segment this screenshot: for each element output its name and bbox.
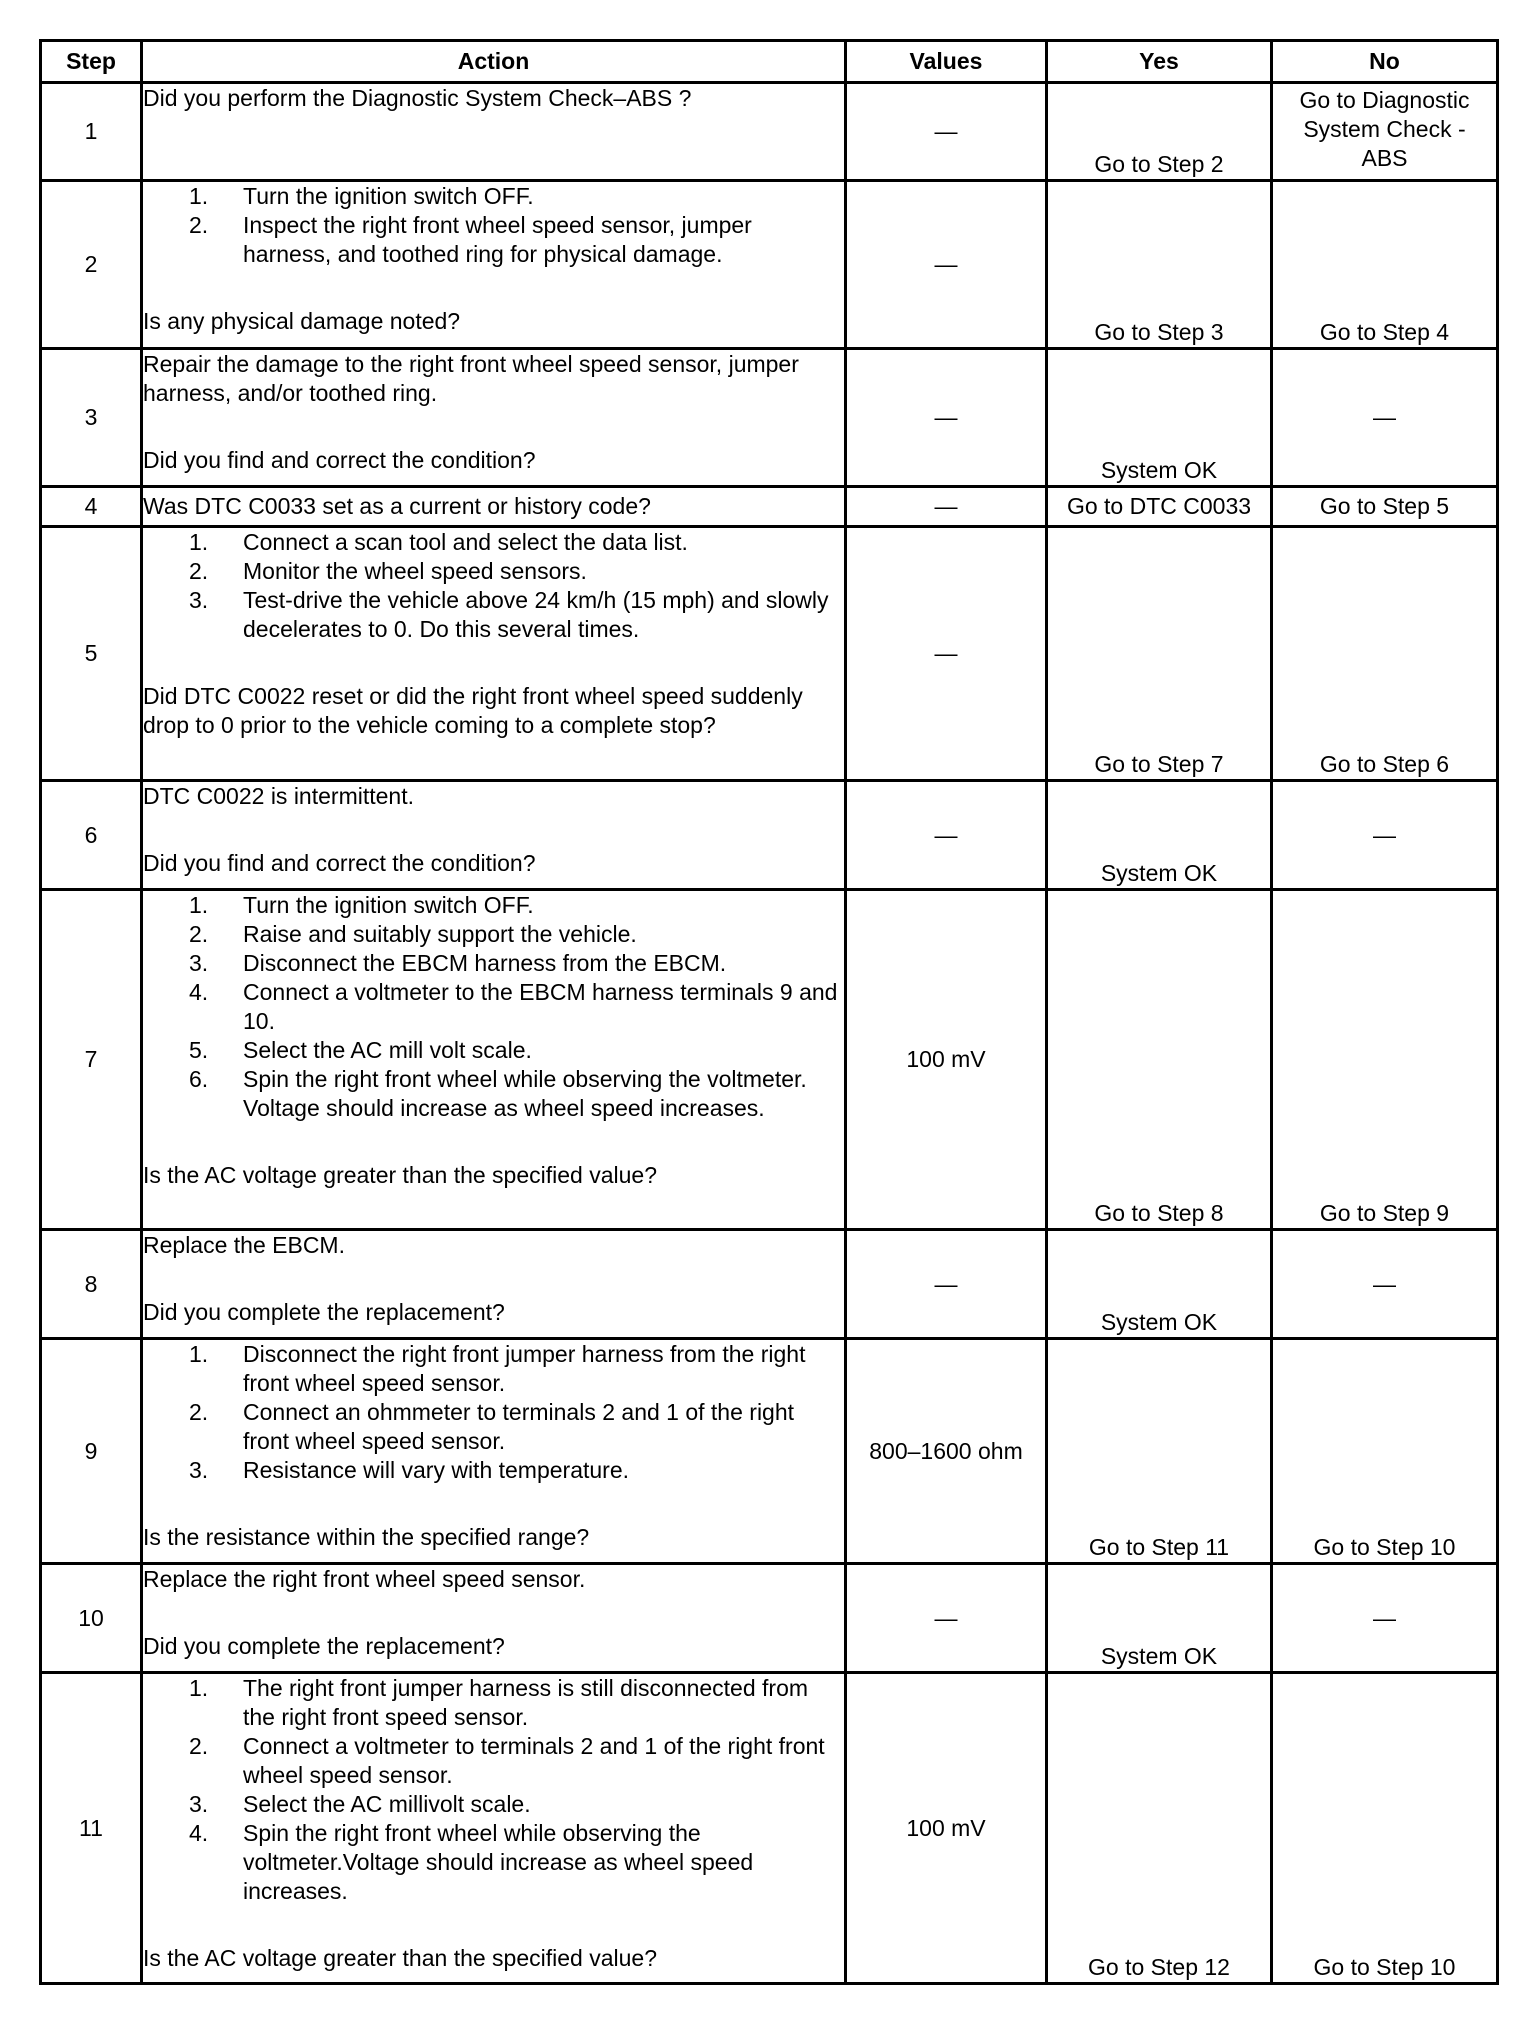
item-number: 4. — [189, 1820, 209, 1846]
action-cell — [142, 781, 846, 890]
yes-cell: Go to Step 3 — [1047, 181, 1272, 349]
action-cell — [142, 1339, 846, 1564]
list-item — [143, 211, 844, 269]
item-number: 3. — [189, 587, 209, 613]
value-cell: — — [846, 83, 1047, 181]
item-number: 3. — [189, 1457, 209, 1483]
action-question: Did you find and correct the condition? — [143, 447, 536, 473]
value-cell: 100 mV — [846, 890, 1047, 1230]
list-item — [143, 1674, 844, 1732]
item-text: Select the AC mill volt scale. — [243, 1037, 532, 1063]
action-cell — [142, 1564, 846, 1673]
action-steps — [143, 528, 844, 644]
action-text: Did you perform the Diagnostic System Check–ABS ? — [143, 85, 692, 111]
no-cell: — — [1272, 1230, 1498, 1339]
no-cell: Go to Step 10 — [1272, 1339, 1498, 1564]
list-item — [143, 1790, 844, 1819]
value-cell: — — [846, 181, 1047, 349]
item-number: 2. — [189, 1733, 209, 1759]
value-cell: — — [846, 527, 1047, 781]
header-action: Action — [142, 41, 846, 83]
list-item — [143, 920, 844, 949]
value-cell: — — [846, 349, 1047, 487]
value-cell: — — [846, 487, 1047, 527]
item-number: 6. — [189, 1066, 209, 1092]
action-cell — [142, 1673, 846, 1984]
yes-cell: System OK — [1047, 781, 1272, 890]
list-item — [143, 1732, 844, 1790]
list-item — [143, 1456, 844, 1485]
list-item — [143, 1819, 844, 1906]
step-number: 7 — [41, 890, 142, 1230]
action-question: Is the resistance within the specified range? — [143, 1524, 590, 1550]
list-item — [143, 586, 844, 644]
table-row — [41, 1564, 1498, 1673]
item-text: Connect a scan tool and select the data list. — [243, 529, 688, 555]
item-text: Select the AC millivolt scale. — [243, 1791, 531, 1817]
action-question: Is the AC voltage greater than the specified value? — [143, 1945, 657, 1971]
value-cell: — — [846, 781, 1047, 890]
list-item — [143, 1398, 844, 1456]
step-number: 2 — [41, 181, 142, 349]
no-cell: Go to Step 9 — [1272, 890, 1498, 1230]
table-row — [41, 487, 1498, 527]
item-number: 1. — [189, 892, 209, 918]
table-row — [41, 1230, 1498, 1339]
header-step: Step — [41, 41, 142, 83]
item-text: Connect an ohmmeter to terminals 2 and 1 of the right front wheel speed sensor. — [243, 1399, 795, 1454]
no-cell-text: Go to Diagnostic System Check - ABS — [1299, 87, 1470, 171]
list-item — [143, 182, 844, 211]
value-cell: 800–1600 ohm — [846, 1339, 1047, 1564]
table-row — [41, 83, 1498, 181]
value-cell: — — [846, 1564, 1047, 1673]
action-cell — [142, 181, 846, 349]
action-text: Replace the right front wheel speed sensor. — [143, 1566, 586, 1592]
action-text: Repair the damage to the right front wheel speed sensor, jumper harness, and/or toothed ring. — [143, 351, 799, 406]
item-text: Spin the right front wheel while observing the voltmeter. Voltage should increase as wheel speed increases. — [243, 1066, 807, 1121]
step-number: 9 — [41, 1339, 142, 1564]
item-text: Resistance will vary with temperature. — [243, 1457, 630, 1483]
document-page — [39, 39, 1496, 1985]
item-number: 3. — [189, 1791, 209, 1817]
value-cell: — — [846, 1230, 1047, 1339]
item-number: 2. — [189, 921, 209, 947]
item-text: Spin the right front wheel while observing the voltmeter.Voltage should increase as wheel speed increases. — [243, 1820, 754, 1904]
item-number: 1. — [189, 1675, 209, 1701]
header-yes: Yes — [1047, 41, 1272, 83]
yes-cell: Go to Step 12 — [1047, 1673, 1272, 1984]
no-cell: Go to Step 5 — [1272, 487, 1498, 527]
action-cell — [142, 890, 846, 1230]
action-steps — [143, 182, 844, 269]
action-cell — [142, 83, 846, 181]
action-cell — [142, 487, 846, 527]
yes-cell: System OK — [1047, 1564, 1272, 1673]
no-cell: Go to Step 6 — [1272, 527, 1498, 781]
item-text: Inspect the right front wheel speed sensor, jumper harness, and toothed ring for physical damage. — [243, 212, 752, 267]
yes-cell: System OK — [1047, 349, 1272, 487]
table-row — [41, 349, 1498, 487]
item-text: Raise and suitably support the vehicle. — [243, 921, 637, 947]
action-steps — [143, 1340, 844, 1485]
list-item — [143, 1036, 844, 1065]
no-cell: — — [1272, 781, 1498, 890]
yes-cell: Go to Step 8 — [1047, 890, 1272, 1230]
list-item — [143, 557, 844, 586]
diagnostic-table — [39, 39, 1499, 1985]
yes-cell: Go to Step 2 — [1047, 83, 1272, 181]
item-number: 4. — [189, 979, 209, 1005]
item-text: Turn the ignition switch OFF. — [243, 892, 534, 918]
item-text: Connect a voltmeter to the EBCM harness terminals 9 and 10. — [243, 979, 838, 1034]
step-number: 10 — [41, 1564, 142, 1673]
step-number: 5 — [41, 527, 142, 781]
action-text: DTC C0022 is intermittent. — [143, 783, 414, 809]
header-row — [41, 41, 1498, 83]
list-item — [143, 528, 844, 557]
item-number: 2. — [189, 212, 209, 238]
item-text: Disconnect the EBCM harness from the EBCM. — [243, 950, 727, 976]
action-text: Replace the EBCM. — [143, 1232, 345, 1258]
step-number: 3 — [41, 349, 142, 487]
step-number: 8 — [41, 1230, 142, 1339]
list-item — [143, 978, 844, 1036]
action-question: Did you complete the replacement? — [143, 1633, 505, 1659]
action-steps — [143, 1674, 844, 1906]
step-number: 4 — [41, 487, 142, 527]
item-number: 3. — [189, 950, 209, 976]
action-text: Was DTC C0033 set as a current or history code? — [143, 493, 651, 519]
action-question: Is any physical damage noted? — [143, 308, 461, 334]
item-text: Connect a voltmeter to terminals 2 and 1 of the right front wheel speed sensor. — [243, 1733, 825, 1788]
table-row — [41, 781, 1498, 890]
table-row — [41, 1339, 1498, 1564]
header-no: No — [1272, 41, 1498, 83]
item-text: Turn the ignition switch OFF. — [243, 183, 534, 209]
list-item — [143, 949, 844, 978]
item-number: 1. — [189, 1341, 209, 1367]
value-cell: 100 mV — [846, 1673, 1047, 1984]
yes-cell: Go to Step 7 — [1047, 527, 1272, 781]
action-question: Did you find and correct the condition? — [143, 850, 536, 876]
no-cell: Go to Step 10 — [1272, 1673, 1498, 1984]
action-question: Is the AC voltage greater than the specified value? — [143, 1162, 657, 1188]
action-cell — [142, 1230, 846, 1339]
no-cell — [1272, 83, 1498, 181]
no-cell: Go to Step 4 — [1272, 181, 1498, 349]
table-row — [41, 890, 1498, 1230]
item-number: 5. — [189, 1037, 209, 1063]
table-row — [41, 527, 1498, 781]
item-number: 2. — [189, 558, 209, 584]
item-text: The right front jumper harness is still disconnected from the right front speed sensor. — [243, 1675, 809, 1730]
list-item — [143, 1340, 844, 1398]
step-number: 1 — [41, 83, 142, 181]
item-number: 2. — [189, 1399, 209, 1425]
item-text: Monitor the wheel speed sensors. — [243, 558, 587, 584]
item-number: 1. — [189, 529, 209, 555]
item-text: Test-drive the vehicle above 24 km/h (15 mph) and slowly decelerates to 0. Do this several times. — [243, 587, 829, 642]
step-number: 11 — [41, 1673, 142, 1984]
yes-cell: Go to DTC C0033 — [1047, 487, 1272, 527]
action-cell — [142, 349, 846, 487]
yes-cell: System OK — [1047, 1230, 1272, 1339]
item-text: Disconnect the right front jumper harness from the right front wheel speed sensor. — [243, 1341, 806, 1396]
action-steps — [143, 891, 844, 1123]
list-item — [143, 891, 844, 920]
no-cell: — — [1272, 349, 1498, 487]
action-cell — [142, 527, 846, 781]
step-number: 6 — [41, 781, 142, 890]
table-row — [41, 181, 1498, 349]
action-question: Did DTC C0022 reset or did the right front wheel speed suddenly drop to 0 prior to the vehicle coming to a complete stop? — [143, 683, 803, 738]
yes-cell: Go to Step 11 — [1047, 1339, 1272, 1564]
header-values: Values — [846, 41, 1047, 83]
item-number: 1. — [189, 183, 209, 209]
table-row — [41, 1673, 1498, 1984]
action-question: Did you complete the replacement? — [143, 1299, 505, 1325]
no-cell: — — [1272, 1564, 1498, 1673]
list-item — [143, 1065, 844, 1123]
